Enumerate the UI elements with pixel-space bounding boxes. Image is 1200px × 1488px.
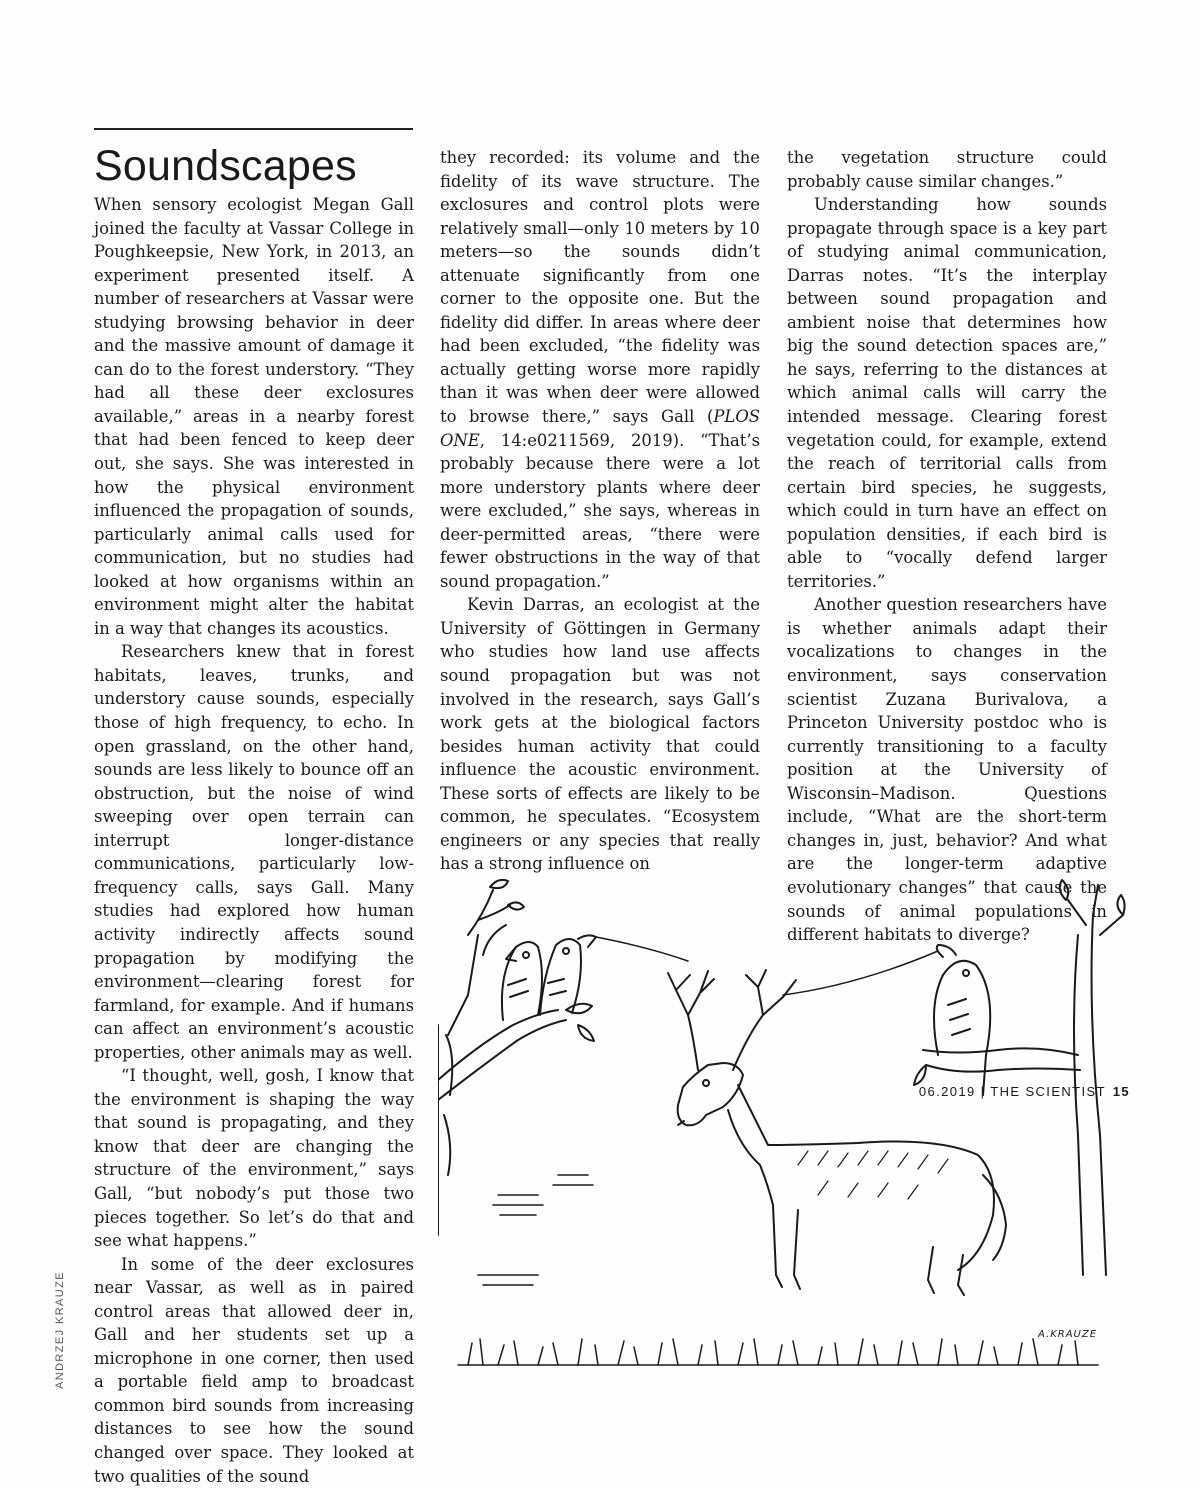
left-birds: [502, 935, 596, 1020]
article-column-3: [787, 146, 1107, 947]
paragraph: Researchers knew that in forest habitats, leaves, trunks, and understory cause sounds, especially those of high frequency, to echo. In open grassland, on the other hand, sounds are less likely to bounce off an obstruction, but the noise of wind sweeping over open terrain can interrupt longer-distance communications, particularly low-frequency calls, says Gall. Many studies had explored how human activity indirectly affects sound propagation by modifying the environment—clearing forest for farmland, for example. And if humans can affect an environment’s acoustic properties, other animals may as well.: [94, 642, 414, 1062]
paragraph: the vegetation structure could probably cause similar changes.”: [787, 148, 1107, 191]
deer-birds-illustration: [438, 875, 1128, 1385]
article-column-1: [94, 193, 414, 1488]
paragraph: “I thought, well, gosh, I know that the environment is shaping the way that sound is propagating, and they know that deer are changing the structure of the environment,” says Gall, “but nobody’s put those two pieces together. So let’s do that and see what happens.”: [94, 1066, 414, 1251]
journal-name: PLOS ONE: [440, 407, 760, 450]
issue-date: 06.2019: [918, 1084, 976, 1099]
paragraph: In some of the deer exclosures near Vassar, as well as in paired control areas that allowed deer in, Gall and her students set up a microphone in one corner, then used a portable field amp to broadcast common bird sounds from increasing distances to see how the sound changed over space. They looked at two qualities of the sound: [94, 1254, 414, 1486]
paragraph: When sensory ecologist Megan Gall joined the faculty at Vassar College in Poughkeepsie, New York, in 2013, an experiment presented itself. A number of researchers at Vassar were studying browsing behavior in deer and the massive amount of damage it can do to the forest understory. “They had all these deer exclosures available,” areas in a nearby forest that had been fenced to keep deer out, she says. She was interested in how the physical environment influenced the propagation of sounds, particularly animal calls used for communication, but no studies had looked at how organisms within an environment might alter the habitat in a way that changes its acoustics.: [94, 195, 414, 638]
sound-string-right: [783, 951, 938, 995]
page-footer: [919, 1084, 1130, 1099]
footer-separator: |: [980, 1084, 986, 1099]
paragraph: Another question researchers have is whether animals adapt their vocalizations to changes in the environment, says conservation scientist Zuzana Burivalova, a Princeton University postdoc who is currently transitioning to a faculty position at the University of Wisconsin–Madison. Questions include, “What are the short-term changes in, just, behavior? And what are the longer-term adaptive evolutionary changes” that cause the sounds of animal populations in different habitats to diverge?: [787, 595, 1107, 945]
paragraph: Understanding how sounds propagate through space is a key part of studying animal communication, Darras notes. “It’s the interplay between sound propagation and ambient noise that determines how big the sound detection spaces are,” he says, referring to the distances at which animal calls will carry the intended message. Clearing forest vegetation could, for example, extend the reach of territorial calls from certain bird species, he suggests, which could in turn have an effect on population densities, if each bird is able to “vocally defend larger territories.”: [787, 195, 1107, 591]
paragraph: Kevin Darras, an ecologist at the University of Göttingen in Germany who studies how land use affects sound propagation but was not involved in the research, says Gall’s work gets at the biological factors besides human activity that could influence the acoustic environment. These sorts of effects are likely to be common, he speculates. “Ecosystem engineers or any species that really has a strong influence on: [440, 595, 760, 874]
paragraph: they recorded: its volume and the fidelity of its wave structure. The exclosures and control plots were relatively small—only 10 meters by 10 meters—so the sounds didn’t attenuate significantly from one corner to the opposite one. But the fidelity did differ. In areas where deer had been excluded, “the fidelity was actually getting worse more rapidly than it was when deer were allowed to browse there,” says Gall (PLOS ONE, 14:e0211569, 2019). “That’s probably because there were a lot more understory plants where deer were excluded,” she says, whereas in deer-permitted areas, “there were fewer obstructions in the way of that sound propagation.”: [440, 148, 760, 591]
sound-string-left: [596, 937, 688, 961]
page-number: 15: [1112, 1084, 1130, 1099]
right-tree: [914, 880, 1125, 1275]
photo-credit: ANDRZEJ KRAUZE: [54, 1271, 66, 1389]
article-headline: Soundscapes: [94, 142, 357, 190]
headline-rule: [94, 128, 413, 130]
left-tree: [438, 880, 594, 1235]
right-bird: [934, 945, 990, 1095]
article-column-2: [440, 146, 760, 876]
illustrator-signature: A.KRAUZE: [1038, 1329, 1098, 1340]
magazine-name: THE SCIENTIST: [990, 1084, 1106, 1099]
